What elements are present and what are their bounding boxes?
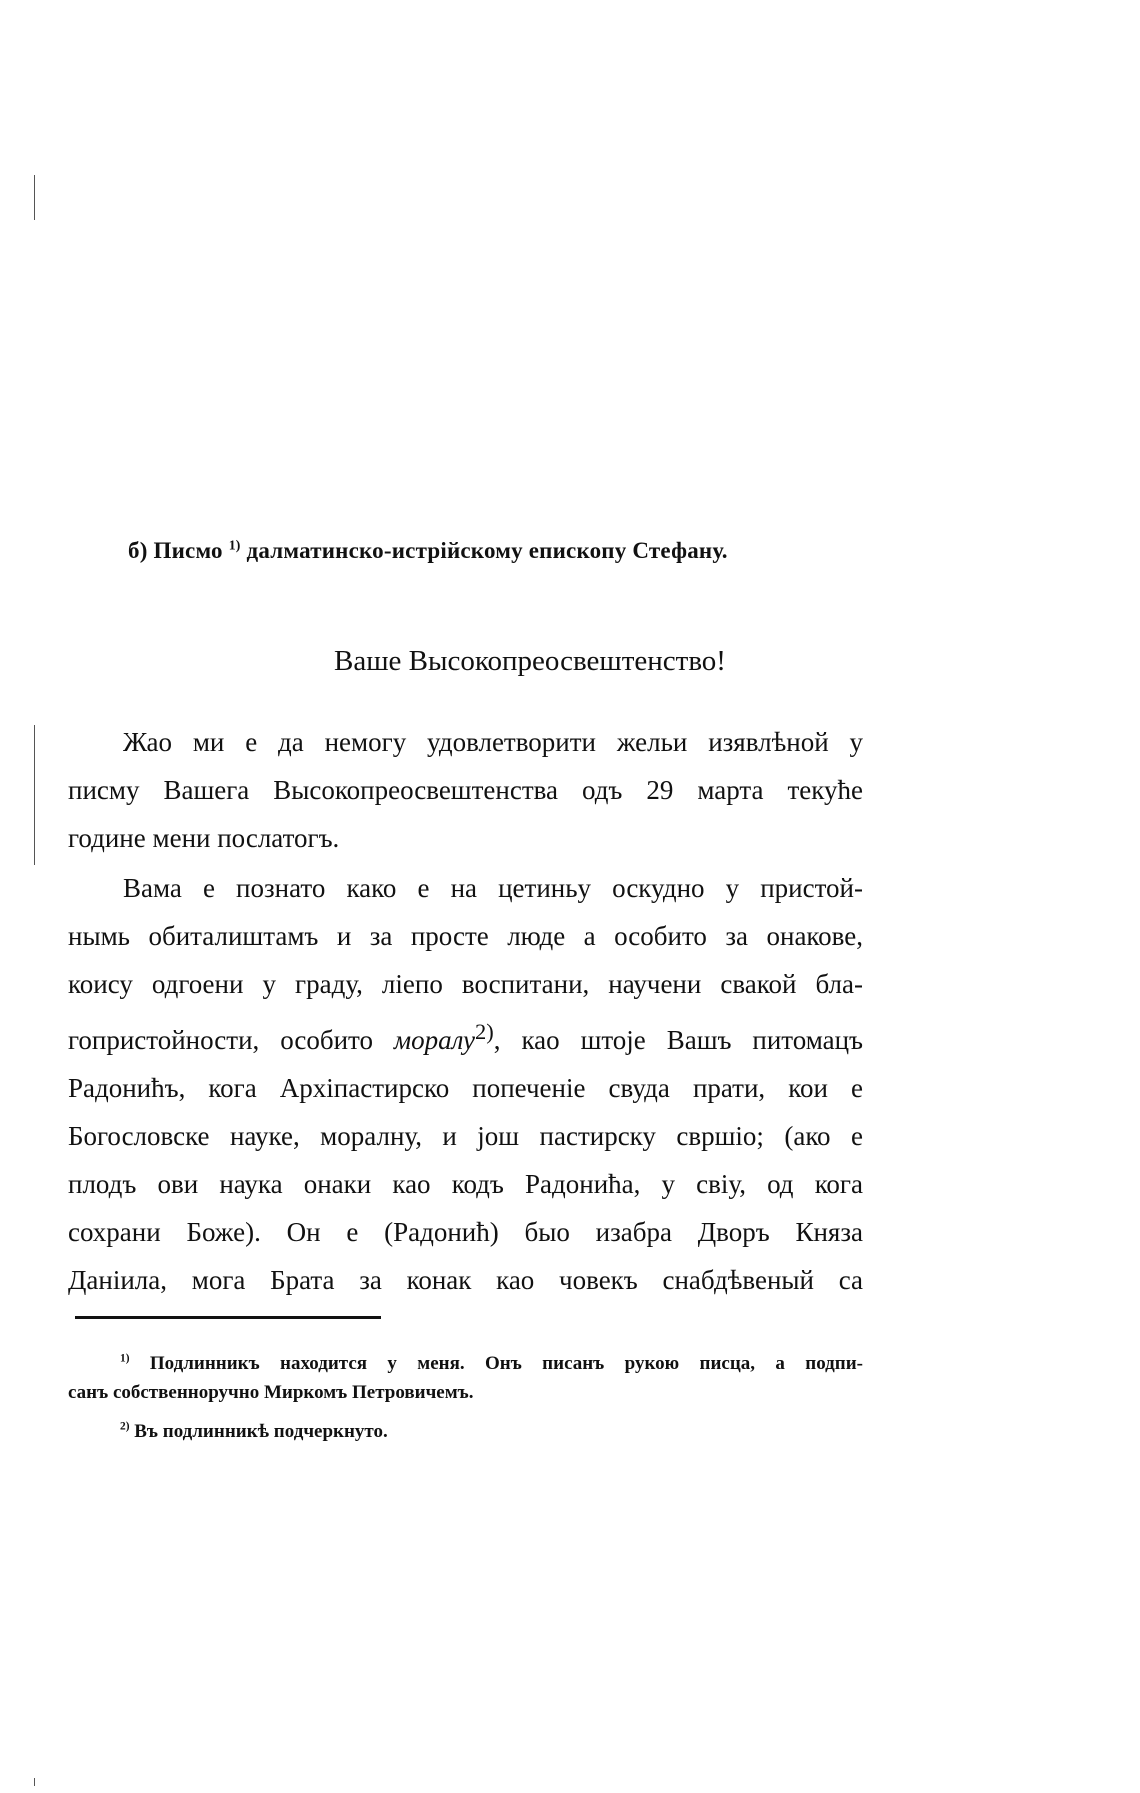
- text-line: [68, 1008, 863, 1064]
- footnote-1: [68, 1349, 863, 1407]
- text-line: Вама е познато како е на цетиньу оскудно у пристой-: [123, 873, 863, 903]
- footnote-divider: [75, 1316, 381, 1319]
- footnote-mark: 2): [475, 1019, 494, 1044]
- footnote-mark: 2): [120, 1420, 130, 1433]
- paragraph-1: [68, 718, 863, 862]
- text-line: Жао ми е да немогу удовлетворити жельи изявлѣной у: [123, 727, 863, 757]
- italic-word: моралу: [393, 1025, 476, 1055]
- text-line: плодъ ови наука онаки као кодъ Радонића, у свiу, од кога: [68, 1169, 863, 1199]
- footnote-text: Въ подлинникѣ подчеркнуто.: [134, 1421, 388, 1442]
- text-line: писму Вашега Высокопреосвештенства одъ 29 марта текуће: [68, 775, 863, 805]
- text-line: године мени послатогъ.: [68, 823, 340, 853]
- text-line: коису одгоени у граду, лiепо воспитани, научени свакой бла-: [68, 969, 863, 999]
- footnote-2: [68, 1417, 863, 1446]
- footnote-line: [68, 1349, 863, 1378]
- scan-margin-mark: [34, 1778, 35, 1786]
- text-line: Богословске науке, моралну, и још пастирску свршiо; (ако е: [68, 1121, 863, 1151]
- heading-rest: далматинско-истрiйскому епископу Стефану.: [246, 538, 728, 563]
- scan-margin-mark: [34, 725, 35, 865]
- footnote-text: Подлинникъ находится у меня. Онъ писанъ рукою писца, а подпи-: [149, 1353, 864, 1374]
- text-line: Данiила, мога Брата за конак као човекъ снабдѣвеный са: [68, 1265, 863, 1295]
- heading-prefix: б) Писмо: [128, 538, 223, 563]
- salutation: Ваше Высокопреосвештенство!: [334, 645, 726, 677]
- footnote-mark: 1): [228, 537, 241, 553]
- footnotes: [68, 1349, 863, 1446]
- scan-margin-mark: [34, 175, 35, 220]
- paragraph-2: [68, 864, 863, 1304]
- text-segment: гопристойности, особито: [68, 1025, 373, 1055]
- text-segment: , као штоje Вашъ питомацъ: [493, 1025, 863, 1055]
- text-line: сохрани Боже). Он е (Радонић) быо изабра Дворъ Княза: [68, 1217, 863, 1247]
- section-heading: [128, 538, 888, 564]
- text-line: нымь обиталиштамъ и за просте люде а особито за онакове,: [68, 921, 863, 951]
- footnote-line: санъ собственноручно Миркомъ Петровичемъ.: [68, 1382, 474, 1403]
- footnote-mark: 1): [120, 1352, 130, 1365]
- text-line: Радонићъ, кога Архiпастирско попеченiе свуда прати, кои е: [68, 1073, 863, 1103]
